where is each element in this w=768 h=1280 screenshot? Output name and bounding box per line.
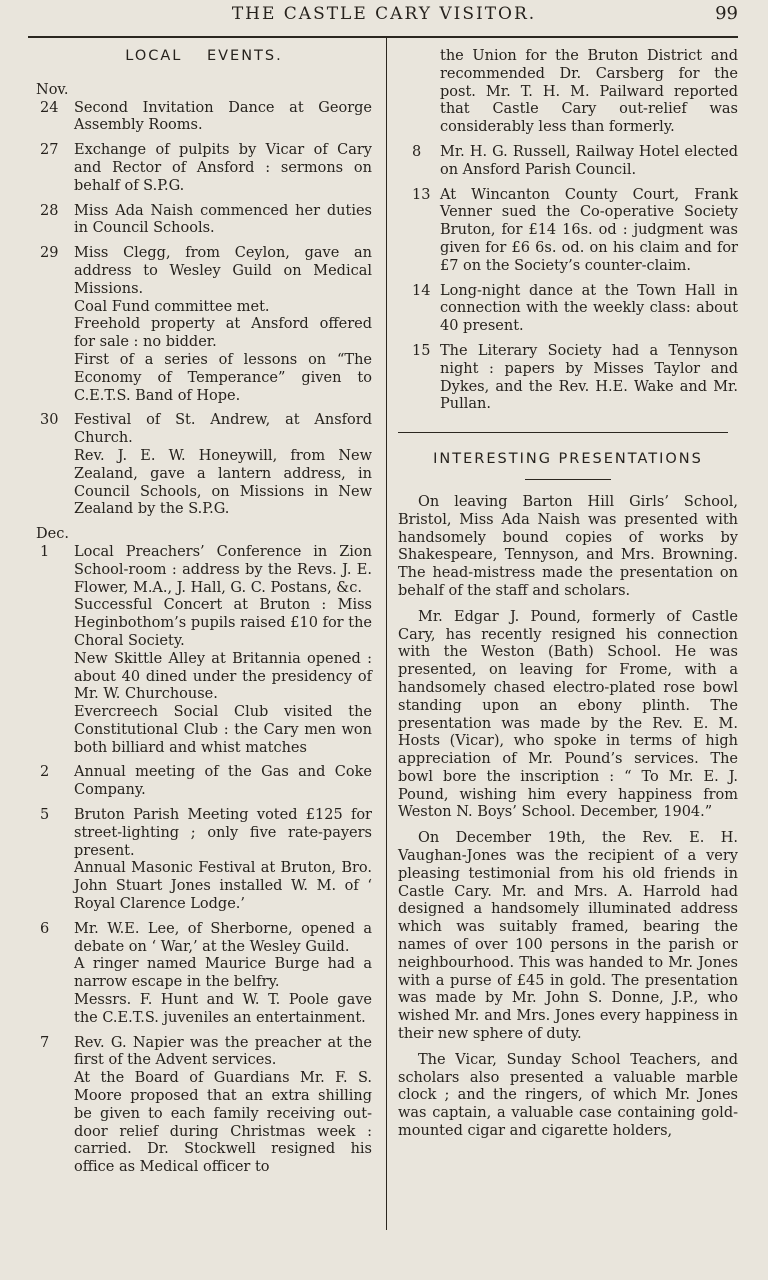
event-entry <box>36 921 372 1028</box>
event-paragraph: A ringer named Maurice Burge had a narrow escape in the belfry. <box>74 956 372 991</box>
column-rule <box>386 38 387 1230</box>
event-text <box>74 245 372 405</box>
event-paragraph: Bruton Parish Meeting voted £125 for street-lighting ; only five rate-payers present. <box>74 807 372 859</box>
event-paragraph: Mr. W.E. Lee, of Sherborne, opened a debate on ‘ War,’ at the Wesley Guild. <box>74 920 372 955</box>
events-list <box>36 82 372 1177</box>
event-text <box>74 1035 372 1177</box>
event-text <box>74 921 372 1028</box>
event-paragraph: the Union for the Bruton District and recommended Dr. Carsberg for the post. Mr. T. H. M. Pailward reported that Castle Cary out-relief was considerably less than formerly. <box>440 48 738 136</box>
event-entry <box>398 343 738 414</box>
event-paragraph: Local Preachers’ Conference in Zion School-room : address by the Revs. J. E. Flower, M.A., J. Hall, G. C. Postans, &c. <box>74 543 372 596</box>
event-paragraph: Long-night dance at the Town Hall in connection with the weekly class: about 40 present. <box>440 282 738 335</box>
event-day: 15 <box>412 342 431 359</box>
event-day: 13 <box>412 186 431 203</box>
event-paragraph: At the Board of Guardians Mr. F. S. Moore proposed that an extra shilling be given to each family receiving out-door relief during Christmas week : carried. Dr. Stockwell resigned his office as Medical officer to <box>74 1070 372 1176</box>
event-entry <box>36 764 372 800</box>
event-entry <box>36 245 372 405</box>
event-text <box>440 187 738 276</box>
event-paragraph: New Skittle Alley at Britannia opened : about 40 dined under the presidency of Mr. W. Churchouse. <box>74 650 372 703</box>
month-label: Nov. <box>36 81 69 98</box>
event-day <box>398 48 440 137</box>
event-paragraph: Rev. G. Napier was the preacher at the first of the Advent services. <box>74 1034 372 1069</box>
event-paragraph: Evercreech Social Club visited the Constitutional Club : the Cary men won both billiard and whist matches <box>74 704 372 756</box>
left-column <box>36 48 372 1184</box>
event-day: 30 <box>40 412 59 429</box>
presentation-paragraph: Mr. Edgar J. Pound, formerly of Castle Cary, has recently resigned his connection with the Weston (Bath) School. He was presented, on leaving for Frome, with a handsomely chased electro-plated rose bowl standing upon an ebony plinth. The presentation was made by the Rev. E. M. Hosts (Vicar), who spoke in terms of high appreciation of Mr. Pound’s services. The bowl bore the inscription : “ To Mr. E. J. Pound, wishing him every happiness from Weston N. Boys’ School. December, 1904.” <box>398 608 738 821</box>
running-title: THE CASTLE CARY VISITOR. <box>231 4 537 24</box>
event-paragraph: First of a series of lessons on “The Economy of Temperance” given to C.E.T.S. Band of Hope. <box>74 351 372 404</box>
event-entry <box>36 1035 372 1177</box>
event-paragraph: Exchange of pulpits by Vicar of Cary and Rector of Ansford : sermons on behalf of S.P.G. <box>74 142 372 194</box>
event-text <box>440 283 738 336</box>
presentation-paragraph: The Vicar, Sunday School Teachers, and scholars also presented a valuable marble clock ; and the ringers, of which Mr. Jones was captain, a valuable case containing gold-mounted cigar and cigarette holders, <box>398 1051 738 1140</box>
event-paragraph: Coal Fund committee met. <box>74 298 270 315</box>
section-divider <box>398 432 728 433</box>
title-underline <box>525 479 611 480</box>
event-day: 2 <box>40 764 50 781</box>
event-paragraph: At Wincanton County Court, Frank Venner sued the Co-operative Society Bruton, for £14 16s. od : judgment was given for £6 6s. od. on his claim and for £7 on the Society’s counter-claim. <box>440 186 738 274</box>
event-paragraph: Mr. H. G. Russell, Railway Hotel elected on Ansford Parish Council. <box>440 143 738 178</box>
event-text <box>74 544 372 758</box>
event-text <box>74 807 372 914</box>
event-paragraph: Miss Ada Naish commenced her duties in Council Schools. <box>74 202 372 237</box>
event-text <box>74 100 372 136</box>
month-label: Dec. <box>36 526 69 543</box>
event-entry <box>398 283 738 336</box>
presentation-paragraph: On December 19th, the Rev. E. H. Vaughan-Jones was the recipient of a very pleasing testimonial from his old friends in Castle Cary. Mr. and Mrs. A. Harrold had designed a handsomely illuminated address which was suitably framed, bearing the names of over 100 persons in the parish or neighbourhood. This was handed to Mr. Jones with a purse of £45 in gold. The presentation was made by Mr. John S. Donne, J.P., who wished Mr. and Mrs. Jones every happiness in their new sphere of duty. <box>398 830 738 1043</box>
header-rule <box>28 36 738 38</box>
event-day: 27 <box>40 142 59 159</box>
event-entry <box>398 187 738 276</box>
event-text <box>440 144 738 180</box>
event-paragraph: Annual Masonic Festival at Bruton, Bro. John Stuart Jones installed W. M. of ‘ Royal Clarence Lodge.’ <box>74 860 372 913</box>
event-paragraph: Successful Concert at Bruton : Miss Heginbothom’s pupils raised £10 for the Choral Society. <box>74 597 372 649</box>
running-head <box>0 2 768 26</box>
event-day: 28 <box>40 202 59 219</box>
event-paragraph: Messrs. F. Hunt and W. T. Poole gave the C.E.T.S. juveniles an entertainment. <box>74 992 372 1026</box>
event-entry <box>398 144 738 180</box>
event-day: 14 <box>412 282 431 299</box>
right-column <box>398 48 738 1149</box>
event-entry <box>36 544 372 758</box>
presentation-paragraph: On leaving Barton Hill Girls’ School, Bristol, Miss Ada Naish was presented with handsomely bound copies of works by Shakespeare, Tennyson, and Mrs. Browning. The head-mistress made the presentation on behalf of the staff and scholars. <box>398 493 738 599</box>
event-text <box>74 764 372 800</box>
event-day: 6 <box>40 920 50 937</box>
event-day: 1 <box>40 543 50 560</box>
presentations-title: INTERESTING PRESENTATIONS <box>433 451 703 468</box>
event-entry <box>36 142 372 195</box>
event-day: 7 <box>40 1034 50 1051</box>
event-day: 29 <box>40 245 59 262</box>
event-paragraph: Rev. J. E. W. Honeywill, from New Zealand, gave a lantern address, in Council Schools, on Missions in New Zealand by the S.P.G. <box>74 447 372 518</box>
event-paragraph: Second Invitation Dance at George Assembly Rooms. <box>74 99 372 134</box>
event-day: 8 <box>412 143 422 160</box>
event-text <box>440 343 738 414</box>
event-text <box>74 203 372 239</box>
event-entry <box>36 100 372 136</box>
event-paragraph: Miss Clegg, from Ceylon, gave an address to Wesley Guild on Medical Missions. <box>74 245 372 297</box>
event-entry <box>36 203 372 239</box>
event-text <box>74 412 372 519</box>
event-entry <box>36 412 372 519</box>
event-day: 24 <box>40 99 59 116</box>
event-text <box>440 48 738 137</box>
event-paragraph: Freehold property at Ansford offered for sale : no bidder. <box>74 316 372 351</box>
event-text <box>74 142 372 195</box>
event-paragraph: Annual meeting of the Gas and Coke Company. <box>74 764 372 799</box>
event-paragraph: Festival of St. Andrew, at Ansford Church. <box>74 412 372 447</box>
local-events-title: LOCAL EVENTS. <box>125 48 283 64</box>
event-paragraph: The Literary Society had a Tennyson night : papers by Misses Taylor and Dykes, and the Rev. H.E. Wake and Mr. Pullan. <box>440 342 738 413</box>
events-continued <box>398 48 738 414</box>
presentations-body <box>398 494 738 1141</box>
event-entry <box>398 48 738 137</box>
page-number: 99 <box>715 3 738 24</box>
event-entry <box>36 807 372 914</box>
event-day: 5 <box>40 807 50 824</box>
